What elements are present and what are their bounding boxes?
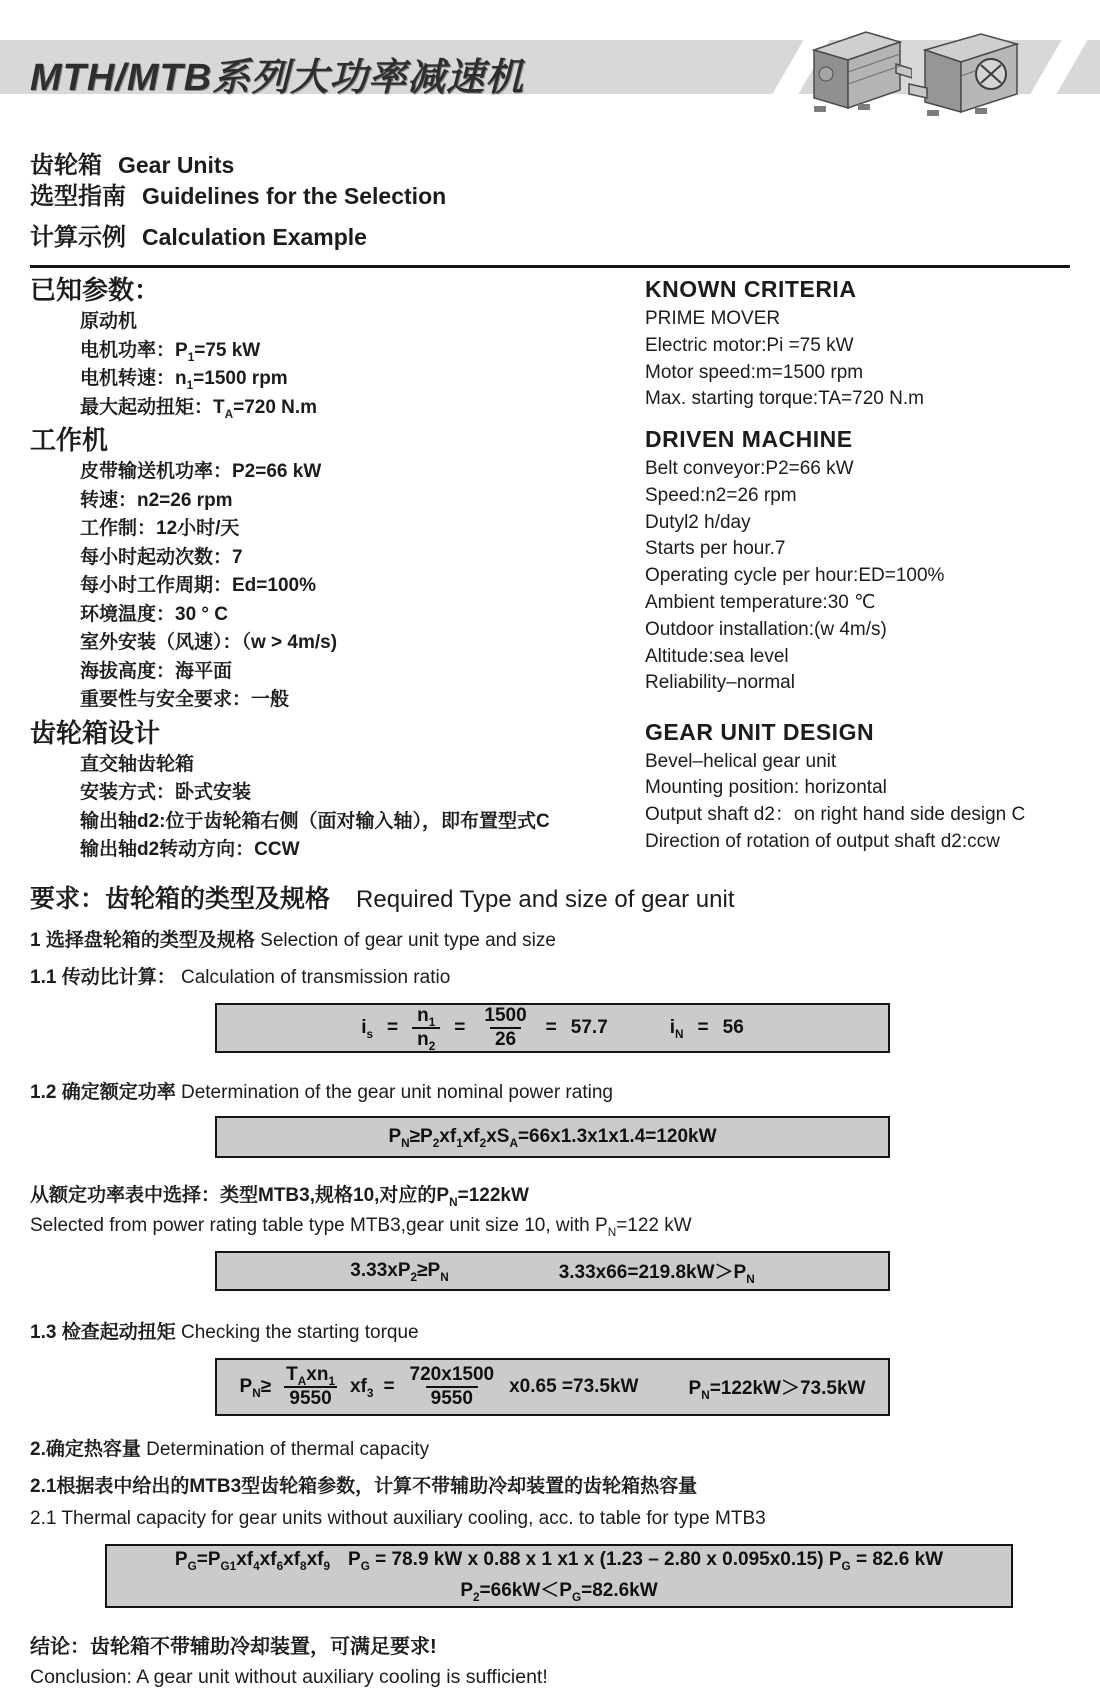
selection-note-en: Selected from power rating table type MTB3,gear unit size 10, with $P_N=122$ kW [30, 1214, 692, 1239]
section-heading-zh: 工作机 [30, 425, 109, 455]
step-1-1-zh: 1.1 传动比计算： [30, 966, 176, 988]
document-titles [0, 138, 1100, 268]
thermal-comparison: $P_2=66kW<P_G=82.6kW$ [460, 1580, 658, 1604]
equals-sign: = [383, 1375, 395, 1397]
list-item-en: Dutyl2 h/day [645, 511, 751, 533]
step-1-zh: 1 选择盘轮箱的类型及规格 [30, 929, 255, 951]
thermal-formula-symbolic: $P_G=P_{G1}xf_4xf_6xf_8xf_9$ [174, 1549, 331, 1573]
doc-title-zh: 计算示例 [30, 224, 126, 251]
doc-title-row-1 [30, 150, 1070, 181]
fraction-n1-n2 [412, 1005, 440, 1051]
list-item-zh: 转速：n2=26 rpm [80, 489, 233, 511]
nominal-ratio-value: 56 [722, 1016, 744, 1038]
conclusion-zh: 结论：齿轮箱不带辅助冷却装置，可满足要求! [30, 1635, 437, 1658]
fraction-denominator: 26 [490, 1027, 521, 1051]
section-items-zh [30, 458, 645, 715]
step-2-en: Determination of thermal capacity [146, 1438, 430, 1460]
required-heading [30, 879, 1070, 915]
formula-box-power-check [215, 1251, 890, 1291]
gear-unit-image-right [905, 24, 1023, 122]
list-item-zh: 原动机 [80, 311, 138, 332]
fraction-denominator: 9550 [426, 1386, 478, 1410]
header-banner [0, 0, 1100, 138]
section-items-en [645, 306, 1070, 413]
required-heading-en: Required Type and size of gear unit [356, 885, 735, 913]
doc-title-en: Calculation Example [142, 224, 367, 250]
fraction-1500-26 [479, 1005, 531, 1051]
step-1-en: Selection of gear unit type and size [260, 929, 556, 951]
list-item-zh: 环境温度：30 ° C [80, 603, 229, 625]
formula-box-nominal-power [215, 1116, 890, 1158]
section-heading-zh: 齿轮箱设计 [30, 717, 161, 748]
doc-title-row-3 [30, 222, 1070, 253]
required-heading-zh: 要求：齿轮箱的类型及规格 [30, 884, 331, 913]
equals-sign: = [545, 1016, 557, 1038]
list-item-en: Altitude:sea level [645, 645, 789, 667]
list-item-zh: 皮带输送机功率：P2=66 kW [80, 461, 322, 482]
section-heading-zh: 已知参数： [30, 275, 161, 305]
fraction-numerator: 720x1500 [409, 1363, 495, 1385]
power-formula: $P_N\ge P_2xf_1xf_2xS_A=66x1.3x1x1.4=120kW$ [388, 1125, 717, 1150]
conclusion-block [30, 1632, 1070, 1692]
list-item-zh: 安装方式：卧式安装 [80, 782, 252, 803]
equals-sign: = [697, 1016, 709, 1038]
equals-sign: = [387, 1016, 399, 1038]
step-2-1-zh: 2.1根据表中给出的MTB3型齿轮箱参数，计算不带辅助冷却装置的齿轮箱热容量 [30, 1475, 698, 1497]
list-item-en: Electric motor:Pi =75 kW [645, 334, 854, 356]
step-1-1-en: Calculation of transmission ratio [180, 966, 451, 988]
thermal-formula-line-1 [175, 1549, 943, 1571]
known-criteria-zh [30, 272, 645, 422]
list-item-zh: 最大起动扭矩：$T_A=720$ N.m [80, 396, 318, 421]
step-2-1-en-line [30, 1508, 1070, 1530]
fraction-numerator: $T_Axn_1$ [286, 1363, 335, 1388]
list-item-en: Operating cycle per hour:ED=100% [645, 565, 945, 587]
section-heading-en: DRIVEN MACHINE [645, 426, 853, 452]
section-items-zh [30, 751, 645, 865]
section-heading-en: GEAR UNIT DESIGN [645, 718, 875, 745]
list-item-en: Starts per hour.7 [645, 538, 786, 560]
step-2 [30, 1434, 1070, 1461]
known-criteria-en [645, 272, 1070, 422]
step-1-3-zh: 1.3 检查起动扭矩 [30, 1321, 176, 1343]
thermal-formula-numeric: $P_G = 78.9$ kW x 0.88 x 1 x1 x (1.23 – 2.80 x 0.095x0.15) $P_G = 82.6$ kW [348, 1549, 944, 1573]
main-content [0, 268, 1100, 1692]
list-item-en: Speed:n2=26 rpm [645, 484, 797, 506]
fraction-denominator: 9550 [284, 1386, 336, 1410]
list-item-zh: 输出轴d2:位于齿轮箱右侧（面对输入轴），即布置型式C [80, 810, 550, 832]
formula-box-thermal-capacity [105, 1544, 1013, 1608]
section-items-en [645, 456, 1070, 697]
list-item-en: Max. starting torque:TA=720 N.m [645, 388, 924, 410]
step-1-3 [30, 1317, 1070, 1344]
formula-box-transmission-ratio [215, 1003, 890, 1053]
list-item-en: Output shaft d2：on right hand side design C [645, 804, 1026, 826]
conclusion-en: Conclusion: A gear unit without auxiliary cooling is sufficient! [30, 1665, 548, 1688]
list-item-zh: 输出轴d2转动方向：CCW [80, 839, 300, 860]
fraction-denominator: $n_2$ [412, 1027, 440, 1051]
step-2-1-zh-line [30, 1471, 1070, 1498]
gear-unit-design-en [645, 715, 1070, 865]
fraction-numerator: $n_1$ [417, 1004, 436, 1029]
fraction-720x1500-9550 [405, 1364, 500, 1410]
fraction-numerator: 1500 [484, 1004, 527, 1026]
step-1-2 [30, 1077, 1070, 1104]
step-1-2-zh: 1.2 确定额定功率 [30, 1081, 176, 1103]
selection-note-zh: 从额定功率表中选择：类型MTB3,规格10,对应的$P_N=122kW$ [30, 1184, 529, 1209]
list-item-zh: 每小时工作周期：Ed=100% [80, 575, 316, 596]
thermal-formula-line-2 [460, 1575, 657, 1602]
criteria-grid [30, 268, 1070, 865]
driven-machine-en [645, 422, 1070, 715]
list-item-en: Motor speed:m=1500 rpm [645, 361, 864, 383]
gear-unit-design-zh [30, 715, 645, 865]
list-item-en: Bevel–helical gear unit [645, 750, 837, 772]
section-heading-en: KNOWN CRITERIA [645, 276, 857, 302]
doc-title-zh: 齿轮箱 [30, 152, 102, 179]
doc-title-row-2 [30, 181, 1070, 212]
step-1 [30, 925, 1070, 952]
section-items-zh [30, 308, 645, 422]
doc-title-zh: 选型指南 [30, 183, 126, 210]
fraction-TAn1-9550 [281, 1364, 340, 1410]
list-item-en: Ambient temperature:30 ℃ [645, 591, 876, 613]
torque-lhs: $P_N\ge$ [239, 1375, 272, 1400]
check-formula-left: $3.33xP_2\ge P_N$ [350, 1259, 449, 1284]
list-item-zh: 每小时起动次数：7 [80, 546, 243, 568]
list-item-en: Outdoor installation:(w 4m/s) [645, 618, 887, 640]
list-item-en: Mounting position: horizontal [645, 777, 887, 799]
list-item-zh: 直交轴齿轮箱 [80, 753, 195, 775]
list-item-zh: 电机功率：$P_1=75$ kW [80, 339, 261, 364]
step-1-1 [30, 962, 1070, 989]
step-2-1-en: 2.1 Thermal capacity for gear units without auxiliary cooling, acc. to table for type MTB3 [30, 1507, 766, 1529]
formula-lhs: $i_s$ [361, 1016, 374, 1041]
formula-box-starting-torque [215, 1358, 890, 1416]
step-1-2-en: Determination of the gear unit nominal power rating [180, 1081, 613, 1103]
step-2-zh: 2.确定热容量 [30, 1438, 141, 1460]
doc-title-en: Gear Units [118, 152, 235, 178]
equals-sign: = [454, 1016, 466, 1038]
list-item-en: Belt conveyor:P2=66 kW [645, 458, 854, 479]
page-title: MTH/MTB系列大功率减速机 [30, 57, 525, 99]
list-item-en: Direction of rotation of output shaft d2:ccw [645, 830, 1000, 852]
list-item-zh: 室外安装（风速）：（w > 4m/s) [80, 632, 338, 653]
list-item-zh: 重要性与安全要求：一般 [80, 689, 290, 710]
torque-comparison: $P_N=122kW>73.5kW$ [688, 1378, 866, 1402]
torque-factor: $xf_3$ [349, 1375, 374, 1400]
doc-title-en: Guidelines for the Selection [142, 183, 447, 209]
nominal-ratio-label: $i_N$ [669, 1016, 684, 1041]
list-item-en: PRIME MOVER [645, 308, 781, 329]
driven-machine-zh [30, 422, 645, 715]
list-item-zh: 工作制：12小时/天 [80, 518, 240, 539]
list-item-en: Reliability–normal [645, 672, 795, 694]
step-1-3-en: Checking the starting torque [180, 1321, 419, 1343]
check-formula-right: $3.33x66=219.8kW>P_N$ [558, 1262, 755, 1286]
torque-result: x0.65 =73.5kW [509, 1375, 639, 1397]
list-item-zh: 电机转速：$n_1=1500$ rpm [80, 368, 288, 392]
gear-unit-image-left [800, 22, 912, 118]
ratio-result: 57.7 [570, 1016, 608, 1038]
list-item-zh: 海拔高度：海平面 [80, 660, 233, 682]
section-items-en [645, 749, 1070, 856]
